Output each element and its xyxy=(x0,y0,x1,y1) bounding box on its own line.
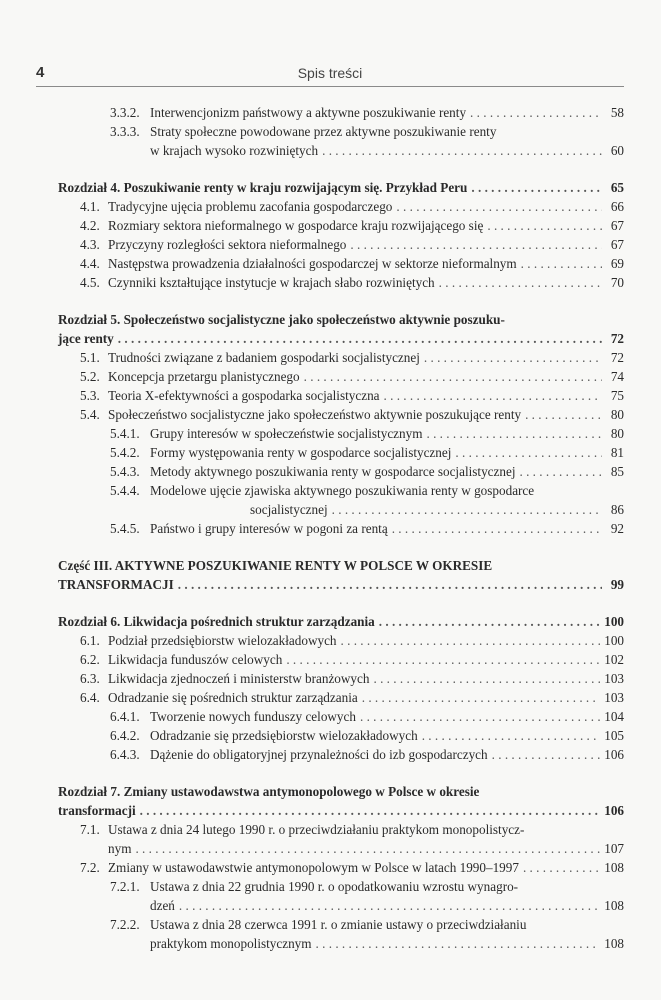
entry-title: Likwidacja funduszów celowych xyxy=(108,652,283,667)
entry-page: 102 xyxy=(604,652,624,667)
entry-title: Formy występowania renty w gospodarce socjalistycznej xyxy=(150,445,452,460)
entry-title: Odradzanie się pośrednich struktur zarządzania xyxy=(108,690,358,705)
chapter-title-cont: transformacji xyxy=(58,803,136,818)
toc-entry[interactable] xyxy=(110,462,624,481)
leader-dots xyxy=(470,103,602,122)
entry-title-cont: praktykom monopolistycznym xyxy=(150,936,312,951)
leader-dots xyxy=(519,462,602,481)
toc-entry[interactable] xyxy=(110,481,624,519)
page-number: 4 xyxy=(36,64,45,81)
running-title: Spis treści xyxy=(297,65,363,81)
entry-title: Ustawa z dnia 28 czerwca 1991 r. o zmianie ustawy o przeciwdziałaniu xyxy=(150,917,527,932)
leader-dots xyxy=(521,254,602,273)
toc-entry[interactable] xyxy=(80,197,624,216)
chapter-entry[interactable] xyxy=(58,178,624,197)
entry-number: 3.3.2. xyxy=(110,105,140,120)
entry-page: 107 xyxy=(604,841,624,856)
entry-number: 4.1. xyxy=(80,199,100,214)
leader-dots xyxy=(360,707,600,726)
entry-title: Zmiany w ustawodawstwie antymonopolowym w Polsce w latach 1990–1997 xyxy=(108,860,519,875)
table-of-contents xyxy=(0,103,661,953)
leader-dots xyxy=(426,424,602,443)
toc-entry[interactable] xyxy=(80,820,624,858)
entry-title: Odradzanie się przedsiębiorstw wielozakładowych xyxy=(150,728,418,743)
entry-title: Społeczeństwo socjalistyczne jako społeczeństwo aktywnie poszukujące renty xyxy=(108,407,522,422)
leader-dots xyxy=(525,405,602,424)
entry-title: Tradycyjne ujęcia problemu zacofania gospodarczego xyxy=(108,199,393,214)
toc-entry[interactable] xyxy=(80,669,624,688)
entry-title: Straty społeczne powodowane przez aktywne poszukiwanie renty xyxy=(150,124,497,139)
entry-number: 6.4.3. xyxy=(110,747,140,762)
entry-title: Interwencjonizm państwowy a aktywne poszukiwanie renty xyxy=(150,105,467,120)
entry-number: 7.2.2. xyxy=(110,917,140,932)
toc-entry[interactable] xyxy=(80,688,624,707)
toc-entry[interactable] xyxy=(110,122,624,160)
toc-entry[interactable] xyxy=(80,254,624,273)
entry-title: Państwo i grupy interesów w pogoni za rentą xyxy=(150,521,388,536)
entry-page: 100 xyxy=(604,633,624,648)
entry-page: 69 xyxy=(610,256,624,271)
entry-title: Metody aktywnego poszukiwania renty w gospodarce socjalistycznej xyxy=(150,464,516,479)
leader-dots xyxy=(322,141,602,160)
leader-dots xyxy=(332,500,602,519)
leader-dots xyxy=(286,650,600,669)
part-entry[interactable] xyxy=(58,556,624,594)
leader-dots xyxy=(492,745,601,764)
toc-entry[interactable] xyxy=(80,650,624,669)
entry-number: 5.4.1. xyxy=(110,426,140,441)
entry-title: Grupy interesów w społeczeństwie socjalistycznym xyxy=(150,426,423,441)
entry-page: 86 xyxy=(610,502,624,517)
leader-dots xyxy=(341,631,601,650)
entry-title: Trudności związane z badaniem gospodarki socjalistycznej xyxy=(108,350,420,365)
entry-page: 108 xyxy=(604,860,624,875)
entry-title: Likwidacja zjednoczeń i ministerstw branżowych xyxy=(108,671,370,686)
chapter-page: 100 xyxy=(604,614,624,629)
entry-number: 7.2. xyxy=(80,860,100,875)
entry-page: 70 xyxy=(610,275,624,290)
chapter-page: 65 xyxy=(610,180,624,195)
leader-dots xyxy=(178,575,602,594)
entry-number: 4.2. xyxy=(80,218,100,233)
entry-page: 81 xyxy=(610,445,624,460)
leader-dots xyxy=(362,688,601,707)
entry-title-cont: w krajach wysoko rozwiniętych xyxy=(150,143,319,158)
entry-number: 4.3. xyxy=(80,237,100,252)
entry-number: 3.3.3. xyxy=(110,124,140,139)
entry-title: Ustawa z dnia 24 lutego 1990 r. o przeciwdziałaniu praktykom monopolistycz- xyxy=(108,822,525,837)
leader-dots xyxy=(373,669,600,688)
chapter-entry[interactable] xyxy=(58,782,624,820)
toc-entry[interactable] xyxy=(110,443,624,462)
toc-entry[interactable] xyxy=(110,519,624,538)
leader-dots xyxy=(316,934,601,953)
entry-number: 5.3. xyxy=(80,388,100,403)
entry-number: 6.2. xyxy=(80,652,100,667)
leader-dots xyxy=(487,216,602,235)
leader-dots xyxy=(523,858,600,877)
entry-title: Koncepcja przetargu planistycznego xyxy=(108,369,300,384)
entry-page: 80 xyxy=(610,426,624,441)
leader-dots xyxy=(350,235,602,254)
entry-number: 5.2. xyxy=(80,369,100,384)
entry-number: 5.1. xyxy=(80,350,100,365)
entry-number: 5.4.5. xyxy=(110,521,140,536)
entry-number: 6.3. xyxy=(80,671,100,686)
leader-dots xyxy=(384,386,602,405)
leader-dots xyxy=(379,612,600,631)
toc-entry[interactable] xyxy=(80,348,624,367)
leader-dots xyxy=(396,197,602,216)
entry-number: 4.4. xyxy=(80,256,100,271)
entry-page: 85 xyxy=(610,464,624,479)
entry-number: 5.4.2. xyxy=(110,445,140,460)
entry-number: 6.1. xyxy=(80,633,100,648)
part-title: Część III. AKTYWNE POSZUKIWANIE RENTY W POLSCE W OKRESIE xyxy=(58,558,493,573)
entry-title-cont: socjalistycznej xyxy=(250,502,328,517)
part-title-cont: TRANSFORMACJI xyxy=(58,577,174,592)
leader-dots xyxy=(118,329,602,348)
chapter-entry[interactable] xyxy=(58,310,624,348)
entry-number: 6.4. xyxy=(80,690,100,705)
leader-dots xyxy=(304,367,602,386)
entry-page: 60 xyxy=(610,143,624,158)
toc-entry[interactable] xyxy=(80,858,624,877)
leader-dots xyxy=(439,273,602,292)
entry-title: Dążenie do obligatoryjnej przynależności do izb gospodarczych xyxy=(150,747,488,762)
toc-entry[interactable] xyxy=(110,103,624,122)
entry-number: 6.4.1. xyxy=(110,709,140,724)
chapter-title: Rozdział 5. Społeczeństwo socjalistyczne jako społeczeństwo aktywnie poszuku- xyxy=(58,312,505,327)
leader-dots xyxy=(140,801,601,820)
entry-number: 4.5. xyxy=(80,275,100,290)
entry-page: 66 xyxy=(610,199,624,214)
entry-page: 72 xyxy=(610,350,624,365)
toc-entry[interactable] xyxy=(110,745,624,764)
toc-entry[interactable] xyxy=(80,386,624,405)
entry-number: 5.4.3. xyxy=(110,464,140,479)
chapter-entry[interactable] xyxy=(58,612,624,631)
entry-number: 7.1. xyxy=(80,822,100,837)
toc-entry[interactable] xyxy=(80,405,624,424)
leader-dots xyxy=(179,896,600,915)
toc-entry[interactable] xyxy=(110,915,624,953)
entry-page: 80 xyxy=(610,407,624,422)
entry-number: 5.4.4. xyxy=(110,483,140,498)
entry-number: 7.2.1. xyxy=(110,879,140,894)
leader-dots xyxy=(135,839,600,858)
chapter-title: Rozdział 6. Likwidacja pośrednich struktur zarządzania xyxy=(58,614,375,629)
entry-title: Podział przedsiębiorstw wielozakładowych xyxy=(108,633,337,648)
entry-number: 6.4.2. xyxy=(110,728,140,743)
entry-title-cont: dzeń xyxy=(150,898,175,913)
toc-entry[interactable] xyxy=(80,235,624,254)
entry-title: Ustawa z dnia 22 grudnia 1990 r. o opodatkowaniu wzrostu wynagro- xyxy=(150,879,519,894)
entry-page: 74 xyxy=(610,369,624,384)
leader-dots xyxy=(424,348,602,367)
part-page: 99 xyxy=(610,577,624,592)
toc-entry[interactable] xyxy=(110,707,624,726)
toc-entry[interactable] xyxy=(110,726,624,745)
entry-page: 108 xyxy=(604,936,624,951)
entry-page: 75 xyxy=(610,388,624,403)
entry-title: Następstwa prowadzenia działalności gospodarczej w sektorze nieformalnym xyxy=(108,256,517,271)
entry-title: Tworzenie nowych funduszy celowych xyxy=(150,709,356,724)
entry-title: Czynniki kształtujące instytucje w krajach słabo rozwiniętych xyxy=(108,275,435,290)
entry-page: 67 xyxy=(610,237,624,252)
entry-page: 103 xyxy=(604,671,624,686)
entry-page: 67 xyxy=(610,218,624,233)
chapter-page: 106 xyxy=(604,803,624,818)
chapter-title-cont: jące renty xyxy=(58,331,114,346)
entry-page: 106 xyxy=(604,747,624,762)
entry-page: 108 xyxy=(604,898,624,913)
toc-entry[interactable] xyxy=(110,424,624,443)
entry-page: 58 xyxy=(610,105,624,120)
entry-title: Rozmiary sektora nieformalnego w gospodarce kraju rozwijającego się xyxy=(108,218,484,233)
entry-page: 92 xyxy=(610,521,624,536)
entry-title: Modelowe ujęcie zjawiska aktywnego poszukiwania renty w gospodarce xyxy=(150,483,535,498)
entry-page: 103 xyxy=(604,690,624,705)
toc-entry[interactable] xyxy=(110,877,624,915)
toc-entry[interactable] xyxy=(80,216,624,235)
entry-number: 5.4. xyxy=(80,407,100,422)
entry-page: 105 xyxy=(604,728,624,743)
leader-dots xyxy=(471,178,602,197)
entry-title: Teoria X-efektywności a gospodarka socjalistyczna xyxy=(108,388,380,403)
leader-dots xyxy=(392,519,602,538)
chapter-title: Rozdział 7. Zmiany ustawodawstwa antymonopolowego w Polsce w okresie xyxy=(58,784,480,799)
entry-title-cont: nym xyxy=(108,841,132,856)
leader-dots xyxy=(455,443,602,462)
toc-entry[interactable] xyxy=(80,631,624,650)
chapter-page: 72 xyxy=(610,331,624,346)
entry-page: 104 xyxy=(604,709,624,724)
entry-title: Przyczyny rozległości sektora nieformalnego xyxy=(108,237,347,252)
leader-dots xyxy=(422,726,601,745)
page-header xyxy=(36,64,624,87)
toc-entry[interactable] xyxy=(80,273,624,292)
toc-entry[interactable] xyxy=(80,367,624,386)
chapter-title: Rozdział 4. Poszukiwanie renty w kraju rozwijającym się. Przykład Peru xyxy=(58,180,468,195)
